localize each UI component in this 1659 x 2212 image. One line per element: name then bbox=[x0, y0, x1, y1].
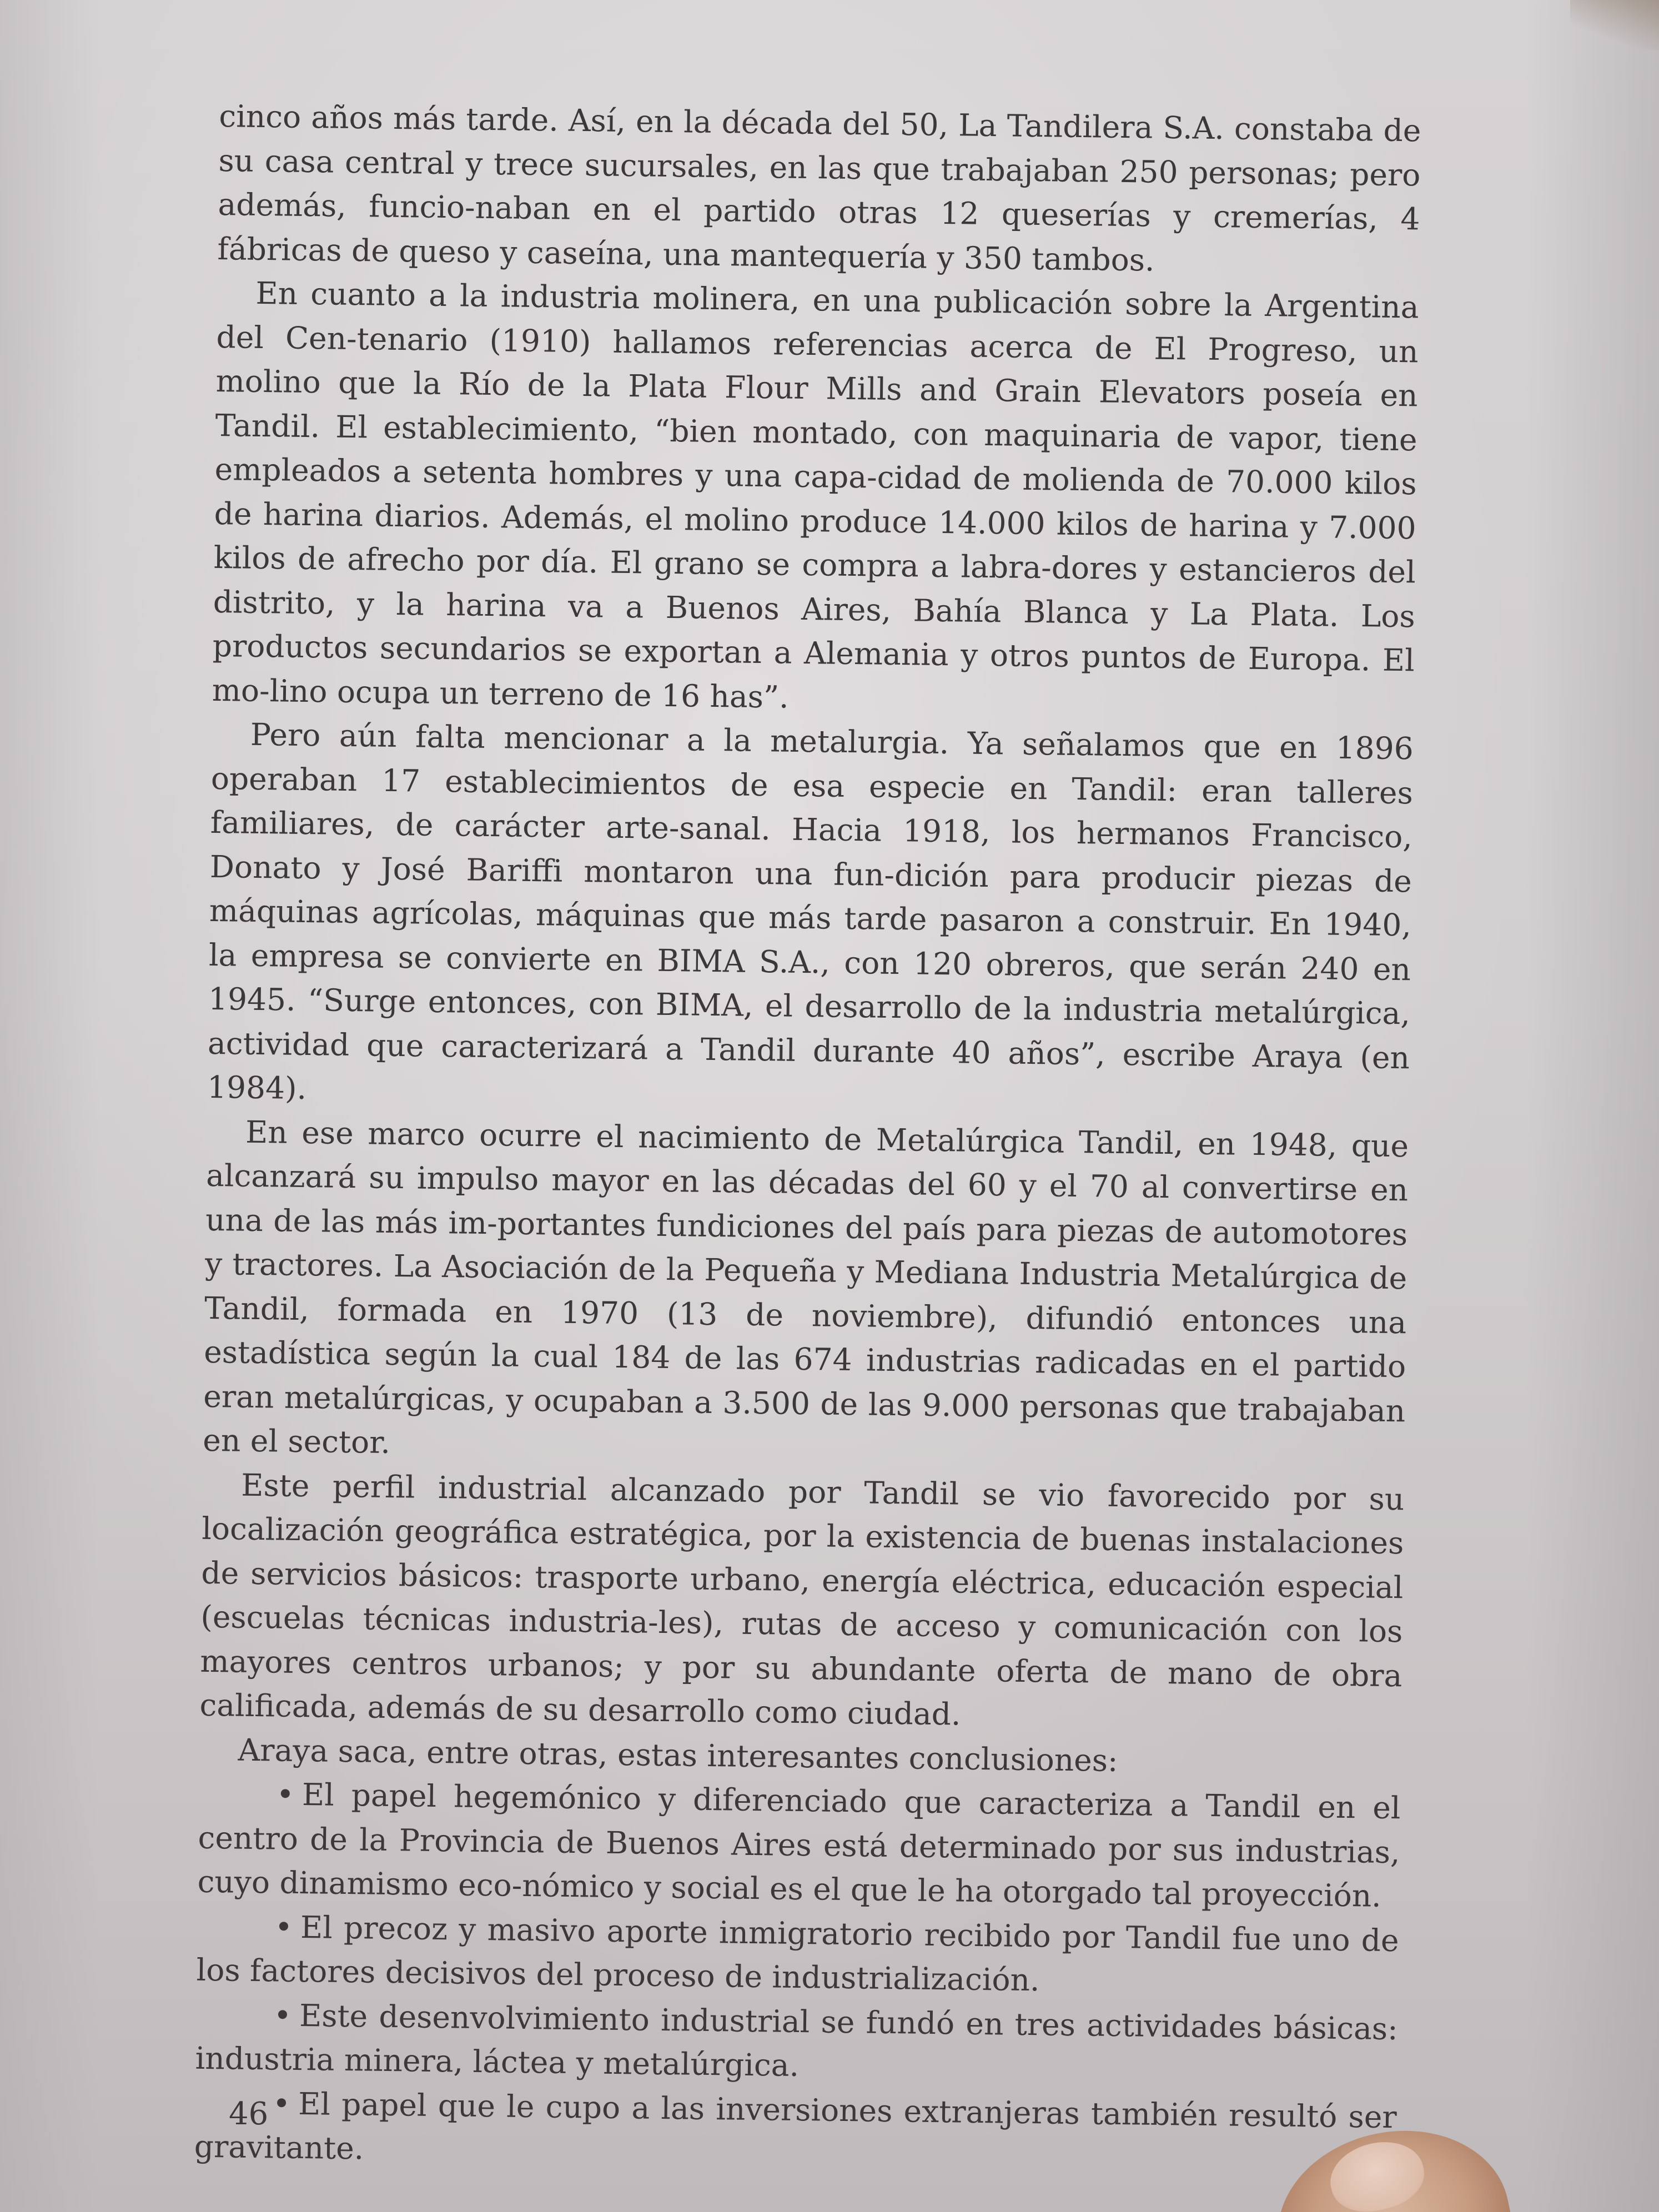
body-text bbox=[194, 94, 1421, 2184]
paragraph: Este perfil industrial alcanzado por Tandil se vio favorecido por su localización geográfica estratégica, por la existencia de buenas instalaciones de servicios básicos: trasporte urbano, energía eléctrica, educación especial (escuelas técnicas industria-les), rutas de acceso y comunicación con los mayores centros urbanos; y por su abundante oferta de mano de obra calificada, además de su desarrollo como ciudad. bbox=[199, 1467, 1405, 1732]
paragraph: Araya saca, entre otras, estas interesantes conclusiones: bbox=[238, 1732, 1118, 1778]
bullet-item bbox=[195, 1992, 1398, 2095]
bullet-item bbox=[197, 1772, 1401, 1919]
bullet-text: El precoz y masivo aporte inmigratorio recibido por Tandil fue uno de los factores decisivos del proceso de industrialización. bbox=[196, 1909, 1399, 1998]
bullet-icon: • bbox=[272, 2085, 291, 2121]
paragraph: En cuanto a la industria molinera, en una publicación sobre la Argentina del Cen-tenario (1910) hallamos referencias acerca de El Progreso, un molino que la Río de la Plata Flour Mills and Grain Elevators poseía en Tandil. El establecimiento, “bien montado, con maquinaria de vapor, tiene empleados a setenta hombres y una capa-cidad de molienda de 70.000 kilos de harina diarios. Además, el molino produce 14.000 kilos de harina y 7.000 kilos de afrecho por día. El grano se compra a labra-dores y estancieros del distrito, y la harina va a Buenos Aires, Bahía Blanca y La Plata. Los productos secundarios se exportan a Alemania y otros puntos de Europa. El mo-lino ocupa un terreno de 16 has”. bbox=[212, 275, 1419, 715]
bullet-icon: • bbox=[274, 1908, 293, 1945]
bullet-text: Este desenvolvimiento industrial se fundó en tres actividades básicas: industria minera, láctea y metalúrgica. bbox=[195, 1997, 1398, 2084]
page-number: 46 bbox=[229, 2096, 269, 2132]
paragraph: cinco años más tarde. Así, en la década del 50, La Tandilera S.A. constaba de su casa central y trece sucursales, en las que trabajaban 250 personas; pero además, funcio-naban en el partido otras 12 queserías y cremerías, 4 fábricas de queso y caseína, una mantequería y 350 tambos. bbox=[217, 98, 1421, 278]
bullet-text: El papel que le cupo a las inversiones extranjeras también resultó ser gravitante. bbox=[194, 2085, 1397, 2166]
bullet-item bbox=[196, 1904, 1399, 2007]
bullet-text: El papel hegemónico y diferenciado que caracteriza a Tandil en el centro de la Provincia de Buenos Aires está determinado por sus industrias, cuyo dinamismo eco-nómico y social es el que le ha otorgado tal proyección. bbox=[197, 1777, 1401, 1914]
bullet-item bbox=[194, 2080, 1397, 2183]
page-corner-shadow bbox=[1570, 0, 1659, 50]
paragraph: Pero aún falta mencionar a la metalurgia. Ya señalamos que en 1896 operaban 17 establecimientos de esa especie en Tandil: eran talleres familiares, de carácter arte-sanal. Hacia 1918, los hermanos Francisco, Donato y José Bariffi montaron una fun-dición para producir piezas de máquinas agrícolas, máquinas que más tarde pasaron a construir. En 1940, la empresa se convierte en BIMA S.A., con 120 obreros, que serán 240 en 1945. “Surge entonces, con BIMA, el desarrollo de la industria metalúrgica, actividad que caracterizará a Tandil durante 40 años”, escribe Araya (en 1984). bbox=[207, 716, 1414, 1107]
bullet-icon: • bbox=[276, 1776, 295, 1812]
bullet-icon: • bbox=[273, 1997, 292, 2033]
paragraph: En ese marco ocurre el nacimiento de Metalúrgica Tandil, en 1948, que alcanzará su impulso mayor en las décadas del 60 y el 70 al convertirse en una de las más im-portantes fundiciones del país para piezas de automotores y tractores. La Asociación de la Pequeña y Mediana Industria Metalúrgica de Tandil, formada en 1970 (13 de noviembre), difundió entonces una estadística según la cual 184 de las 674 industrias radicadas en el partido eran metalúrgicas, y ocupaban a 3.500 de las 9.000 personas que trabajaban en el sector. bbox=[202, 1114, 1409, 1460]
